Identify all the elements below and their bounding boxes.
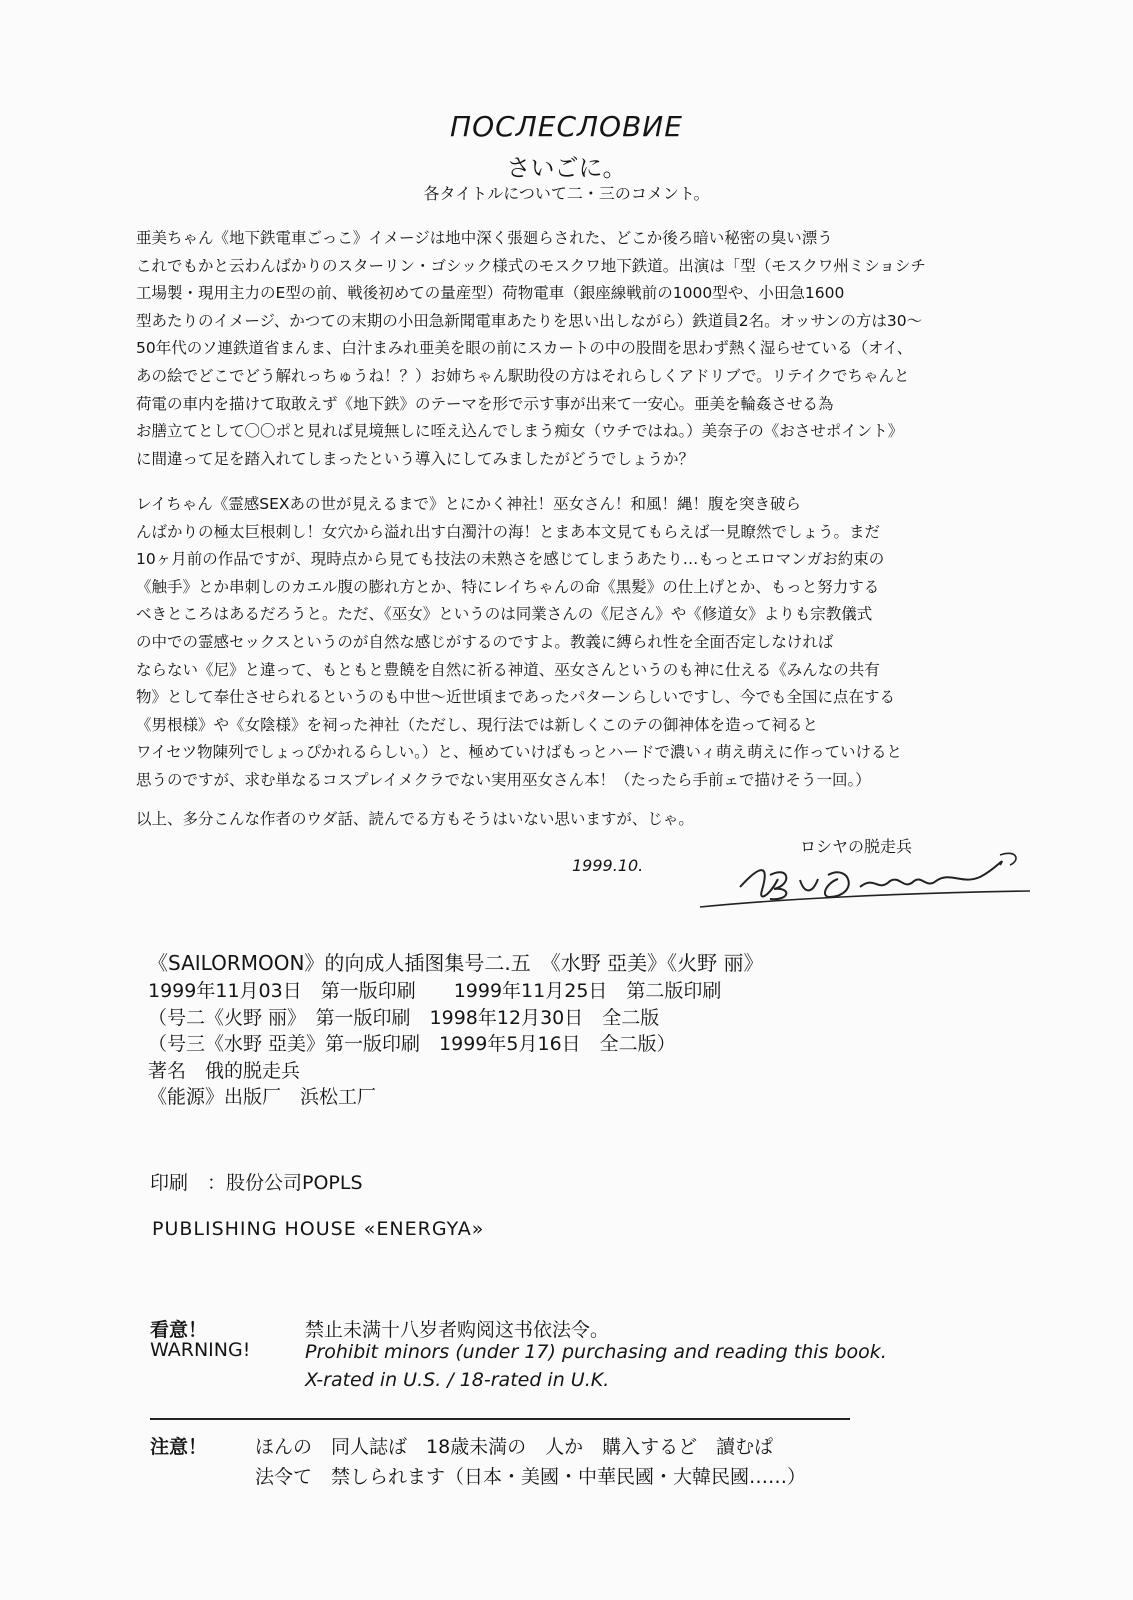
rating-text: X-rated in U.S. / 18-rated in U.K. — [305, 1369, 610, 1391]
closing-line: 以上、多分こんな作者のウダ話、読んでる方もそうはいない思いますが、じゃ。 — [136, 810, 694, 828]
text-line: 《男根様》や《女陰様》を祠った神社（ただし、現行法では新しくこのテの御神体を造って祠ると — [136, 715, 819, 734]
text-line: べきところはあるだろうと。ただ、《巫女》というのは同業さんの《尼さん》や《修道女》よりも宗教儀式 — [136, 605, 873, 624]
warning-label-cn: 看意！ — [150, 1319, 208, 1341]
text-line: の中での霊感セックスというのが自然な感じがするのですよ。教義に縛られ性を全面否定しなければ — [136, 632, 834, 651]
text-line: ならない《尼》と違って、もともと豊饒を自然に祈る神道、巫女さんというのも神に仕える《みんなの共有 — [136, 660, 880, 679]
subtitle: 各タイトルについて二・三のコメント。 — [423, 184, 710, 203]
notice-text-line: 法令て 禁しられます（日本・美國・中華民國・大韓民國……） — [255, 1466, 807, 1488]
text-line: 工場製・現用主力のE型の前、戦後初めての量産型）荷物電車（銀座線戦前の1000型や、小田急1600 — [136, 284, 845, 303]
paragraph-rei — [136, 491, 1004, 795]
divider — [150, 1418, 850, 1420]
colophon-line: 著名 俄的脱走兵 — [148, 1059, 301, 1082]
text-line: これでもかと云わんばかりのスターリン・ゴシック様式のモスクワ地下鉄道。出演は「型（モスクワ州ミショシチ — [136, 256, 926, 275]
text-line: レイちゃん《霊感SEXあの世が見えるまで》とにかく神社！巫女さん！和風！縄！腹を突き破ら — [136, 495, 801, 513]
text-line: 物》として奉仕させられるというのも中世〜近世頃まであったパターンらしいですし、今でも全国に点在する — [136, 688, 896, 707]
text-line: 荷電の車内を描けて取敢えず《地下鉄》のテーマを形で示す事が出来て一安心。亜美を輪姦させる為 — [136, 394, 834, 413]
text-line: んばかりの極太巨根刺し！女穴から溢れ出す白濁汁の海！とまあ本文見てもらえば一見瞭然でしょう。まだ — [136, 522, 881, 541]
title-japanese: さいごに。 — [506, 154, 627, 182]
paragraph-ami — [136, 225, 1004, 473]
warning-text-en: Prohibit minors (under 17) purchasing and reading this book. — [305, 1341, 887, 1363]
warning-label-en: WARNING! — [150, 1339, 251, 1361]
colophon-line: （号三《水野 亞美》第一版印刷 1999年5月16日 全二版） — [148, 1033, 676, 1055]
publisher-line: PUBLISHING HOUSE «ENERGYA» — [152, 1218, 485, 1240]
colophon-line: 1999年11月03日 第一版印刷 1999年11月25日 第二版印刷 — [148, 980, 722, 1002]
text-line: 亜美ちゃん《地下鉄電車ごっこ》イメージは地中深く張廻らされた、どこか後ろ暗い秘密の臭い漂う — [136, 229, 833, 247]
notice-label: 注意！ — [150, 1436, 208, 1458]
signature-date: 1999.10. — [572, 856, 644, 875]
title-russian: ПОСЛЕСЛОВИЕ — [450, 110, 683, 143]
text-line: に間違って足を踏入れてしまったという導入にしてみましたがどうでしょうか？ — [136, 449, 695, 468]
colophon-line: （号二《火野 丽》 第一版印刷 1998年12月30日 全二版 — [148, 1006, 660, 1029]
colophon-line: 《能源》出版厂 浜松工厂 — [148, 1086, 377, 1108]
signature-name: ロシヤの脱走兵 — [800, 837, 913, 856]
text-line: 《触手》とか串刺しのカエル腹の膨れ方とか、特にレイちゃんの命《黒髪》の仕上げとか、もっと努力する — [136, 577, 880, 596]
text-line: 50年代のソ連鉄道省まんま、白汁まみれ亜美を眼の前にスカートの中の股間を思わず熱く湿らせている（オイ、 — [136, 339, 913, 358]
text-line: 思うのですが、求む単なるコスプレイメクラでない実用巫女さん本！（たったら手前ェで描けそう一回。） — [136, 770, 871, 789]
text-line: お膳立てとして〇〇ポと見れば見境無しに咥え込んでしまう痴女（ウチではね。）美奈子の《おさせポイント》 — [136, 422, 904, 441]
printer-line: 印刷 ：股份公司POPLS — [150, 1172, 363, 1194]
warning-text-cn: 禁止未满十八岁者购阅这书依法令。 — [305, 1319, 610, 1341]
colophon-title: 《SAILORMOON》的向成人插图集号二.五 《水野 亞美》《火野 丽》 — [148, 951, 764, 975]
text-line: あの絵でどこでどう解れっちゅうね！？）お姉ちゃん駅助役の方はそれらしくアドリブで。リテイクでちゃんと — [136, 366, 910, 385]
text-line: ワイセツ物陳列でしょっぴかれるらしい。）と、極めていけばもっとハードで濃いィ萌え萌えに作っていけると — [136, 743, 903, 762]
notice-text-line: ほんの 同人誌ば 18歳未満の 人か 購入するど 讀むぱ — [255, 1436, 774, 1458]
handwritten-signature — [700, 835, 1040, 915]
text-line: 型あたりのイメージ、かつての末期の小田急新聞電車あたりを思い出しながら）鉄道員2名。オッサンの方は30〜 — [136, 311, 923, 330]
colophon-details — [148, 978, 968, 1111]
text-line: 10ヶ月前の作品ですが、現時点から見ても技法の未熟さを感じてしまうあたり…もっとエロマンガお約束の — [136, 550, 885, 569]
